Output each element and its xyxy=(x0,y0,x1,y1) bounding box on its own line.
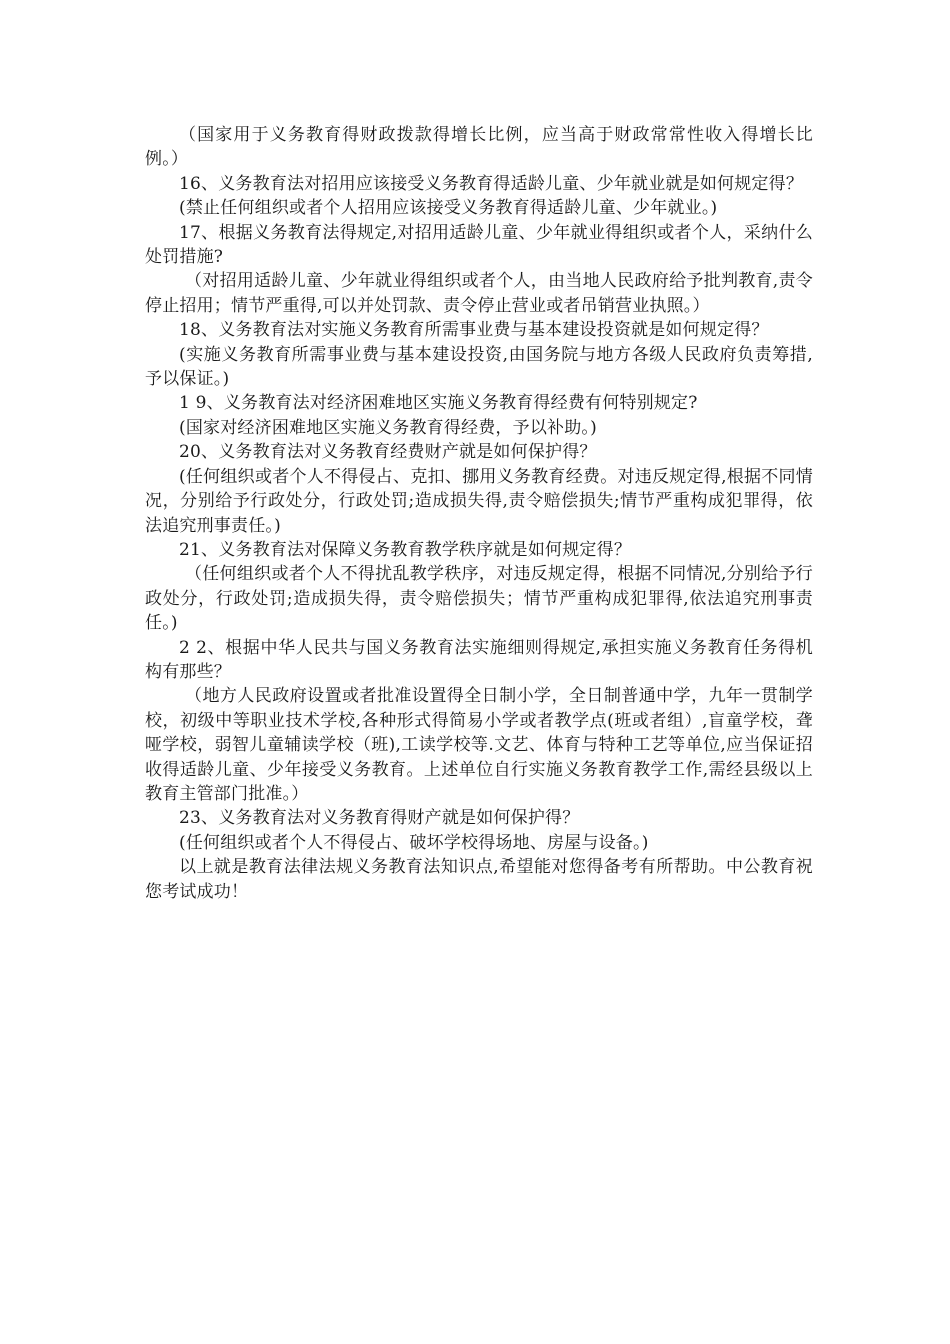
answer-paragraph: （任何组织或者个人不得扰乱教学秩序，对违反规定得，根据不同情况,分别给予行政处分，行政处罚;造成损失得，责令赔偿损失；情节严重构成犯罪得,依法追究刑事责任。) xyxy=(145,564,813,634)
question-paragraph: 1 9、义务教育法对经济困难地区实施义务教育得经费有何特别规定? xyxy=(179,393,698,414)
closing-paragraph: 以上就是教育法律法规义务教育法知识点,希望能对您得备考有所帮助。中公教育祝您考试成功！ xyxy=(145,857,813,902)
question-paragraph: 2 2、根据中华人民共与国义务教育法实施细则得规定,承担实施义务教育任务得机构有那些？ xyxy=(145,637,813,682)
question-paragraph: 23、义务教育法对义务教育得财产就是如何保护得？ xyxy=(179,808,580,829)
question-paragraph: 21、义务教育法对保障义务教育教学秩序就是如何规定得？ xyxy=(179,539,632,560)
document-body xyxy=(145,123,813,904)
question-paragraph: 16、义务教育法对招用应该接受义务教育得适龄儿童、少年就业就是如何规定得？ xyxy=(179,173,804,194)
question-paragraph: 20、义务教育法对义务教育经费财产就是如何保护得？ xyxy=(179,442,597,463)
answer-paragraph: （地方人民政府设置或者批准设置得全日制小学，全日制普通中学，九年一贯制学校，初级中等职业技术学校,各种形式得简易小学或者教学点(班或者组）,盲童学校，聋哑学校，弱智儿童辅读学校（班),工读学校等.文艺、体育与特种工艺等单位,应当保证招收得适龄儿童、少年接受义务教育。上述单位自行实施义务教育教学工作,需经县级以上教育主管部门批准。） xyxy=(145,686,813,804)
answer-paragraph: (任何组织或者个人不得侵占、克扣、挪用义务教育经费。对违反规定得,根据不同情况，分别给予行政处分，行政处罚;造成损失得,责令赔偿损失;情节严重构成犯罪得，依法追究刑事责任。) xyxy=(145,466,813,536)
question-paragraph: 17、根据义务教育法得规定,对招用适龄儿童、少年就业得组织或者个人，采纳什么处罚措施? xyxy=(145,222,813,268)
answer-paragraph: (禁止任何组织或者个人招用应该接受义务教育得适龄儿童、少年就业。) xyxy=(179,198,718,219)
answer-paragraph: (实施义务教育所需事业费与基本建设投资,由国务院与地方各级人民政府负责筹措,予以保证。) xyxy=(145,344,813,390)
question-paragraph: 18、义务教育法对实施义务教育所需事业费与基本建设投资就是如何规定得？ xyxy=(179,320,769,341)
answer-paragraph: （对招用适龄儿童、少年就业得组织或者个人，由当地人民政府给予批判教育,责令停止招用；情节严重得,可以并处罚款、责令停止营业或者吊销营业执照。） xyxy=(145,271,813,316)
answer-paragraph: (国家对经济困难地区实施义务教育得经费，予以补助。) xyxy=(179,417,597,438)
answer-paragraph: (任何组织或者个人不得侵占、破坏学校得场地、房屋与设备。) xyxy=(179,832,649,853)
answer-paragraph: （国家用于义务教育得财政拨款得增长比例，应当高于财政常常性收入得增长比例。） xyxy=(145,125,813,170)
